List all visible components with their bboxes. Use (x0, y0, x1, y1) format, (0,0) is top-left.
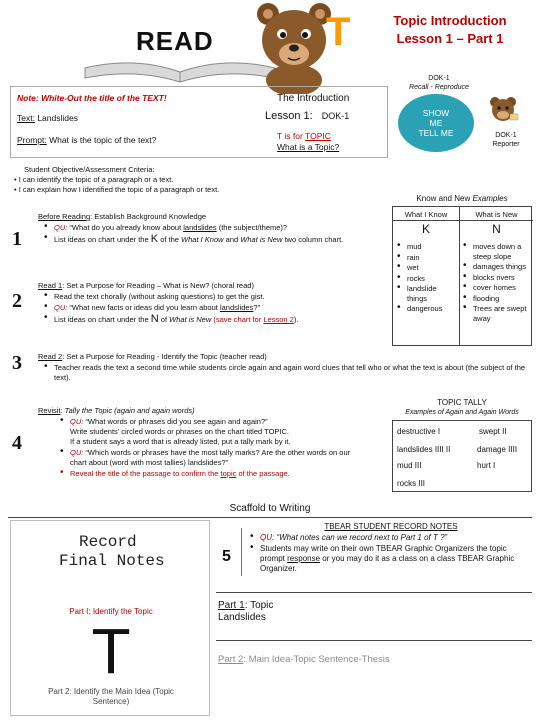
objective-item: • I can explain how I identified the topic of a paragraph or text. (14, 185, 220, 194)
record-notes-title: Record Final Notes (59, 533, 165, 570)
read-title: READ (136, 26, 214, 56)
tally-cell: landslides IIII II (397, 445, 451, 454)
part-2-main-idea-label: Part 2: Main Idea-Topic Sentence-Thesis (218, 654, 390, 665)
part-1-identify-topic: Part I: Identify the Topic (69, 607, 153, 616)
tally-cell: destructive I (397, 427, 441, 436)
reporter-bear-icon (486, 94, 520, 128)
step-2-number: 2 (12, 290, 22, 312)
list-item: • damages things (463, 262, 531, 272)
list-item: • rocks (397, 274, 457, 284)
t-is-for-topic: T is for TOPIC What is a Topic? (277, 131, 340, 152)
dok-reporter: DOK-1 Reporter (492, 132, 520, 148)
scaffold-heading: Scaffold to Writing (229, 503, 311, 514)
step-4-block: Revisit: Tally the Topic (again and again words) • QU: “What words or phrases did you see again and again?” Write students’ circled words or phrases on the chart titled TOPIC. If a student says a word that is already listed, put a tally mark by it. • QU: “Which words or phrases have the most tally marks? Are the other words on our chart about (word with most tallies) landslides?” • Reveal the title of the passage to confirm the topic of the passage. (38, 406, 360, 480)
list-item: • wet (397, 263, 457, 273)
col-header-know: What I Know (404, 210, 448, 219)
objective-item: • I can identify the topic of a paragraph or a text. (14, 175, 174, 184)
student-objective: Student Objective/Assessment Criteria: • I can identify the topic of a paragraph or a text. • I can explain how I identified the topic of a paragraph or text. (14, 165, 374, 195)
know-new-title: Know and New Examples (416, 194, 508, 203)
tbear-record-notes: TBEAR STUDENT RECORD NOTES • QU: “What notes can we record next to Part 1 of T ?” • Students may write on their own TBEAR Graphic Organizers the topic prompt response or you may do it as a class on a class TBEAR Graphic Organizer. (250, 522, 532, 575)
divider (216, 592, 532, 593)
step-1-block: Before Reading: Establish Background Knowledge • QU: “What do you already know about landslides (the subject/theme)? • List ideas on chart under the K of the What I Know and What is New two column chart. (38, 212, 388, 246)
letter-n: N (492, 222, 501, 236)
record-final-notes-panel (10, 520, 210, 716)
tally-cell: hurt I (477, 461, 496, 470)
list-item: • moves down a steep slope (463, 242, 531, 261)
new-list (463, 241, 531, 324)
step-4-number: 4 (12, 432, 22, 454)
part-1-topic-answer: Part 1: Topic Landslides (218, 600, 274, 623)
lesson-line: Lesson 1: DOK-1 (265, 110, 350, 122)
step-1-number: 1 (12, 228, 22, 250)
list-item: • blocks rivers (463, 273, 531, 283)
step-2-block: Read 1: Set a Purpose for Reading – What is New? (choral read) • Read the text chorally (without asking questions) to get the gist. • QU: “What new facts or ideas did you learn about landslides?” • List ideas on chart under the N of What is New (save chart for Lesson 2). (38, 281, 388, 326)
letter-k: K (421, 222, 430, 236)
know-list (397, 241, 457, 315)
step-3-number: 3 (12, 352, 22, 374)
list-item: • flooding (463, 294, 531, 304)
topic-tally-title: TOPIC TALLY Examples of Again and Again Words (405, 398, 519, 416)
list-item: • landslide things (397, 284, 457, 303)
know-new-chart (392, 206, 532, 346)
step-5-number: 5 (222, 548, 231, 565)
col-header-new: What is New (475, 210, 518, 219)
show-me-tell-me-button[interactable]: SHOW ME TELL ME (398, 94, 474, 152)
list-item: • cover homes (463, 283, 531, 293)
list-item: • Trees are swept away (463, 304, 531, 323)
divider (8, 517, 532, 518)
step-3-block: Read 2: Set a Purpose for Reading - Identify the Topic (teacher read) • Teacher reads the text a second time while students circle again and again word clues that tell who or what the text is about (the subject of the text). (38, 352, 528, 384)
lesson-info-box (10, 86, 388, 158)
divider (216, 640, 532, 641)
topic-intro-title: Topic Introduction Lesson 1 – Part 1 (393, 13, 507, 46)
tally-cell: damage IIII (477, 445, 518, 454)
divider-vertical (241, 528, 242, 576)
part-2-main-idea: Part 2: Identify the Main Idea (Topic Sentence) (48, 687, 174, 706)
text-line: Text: Landslides (17, 113, 78, 123)
large-t-letter: T (91, 615, 131, 687)
note-text: Note: White-Out the title of the TEXT! (17, 93, 167, 103)
dok-recall: DOK-1 Recall - Reproduce (409, 75, 469, 91)
tally-cell: rocks III (397, 479, 426, 488)
topic-tally-chart (392, 420, 532, 492)
tally-cell: mud III (397, 461, 422, 470)
introduction-label: The Introduction (277, 93, 350, 104)
prompt-line: Prompt: What is the topic of the text? (17, 135, 157, 145)
tally-cell: swept II (479, 427, 507, 436)
orange-t-letter: T (326, 10, 351, 54)
list-item: • mud (397, 242, 457, 252)
list-item: • rain (397, 253, 457, 263)
list-item: • dangerous (397, 304, 457, 314)
